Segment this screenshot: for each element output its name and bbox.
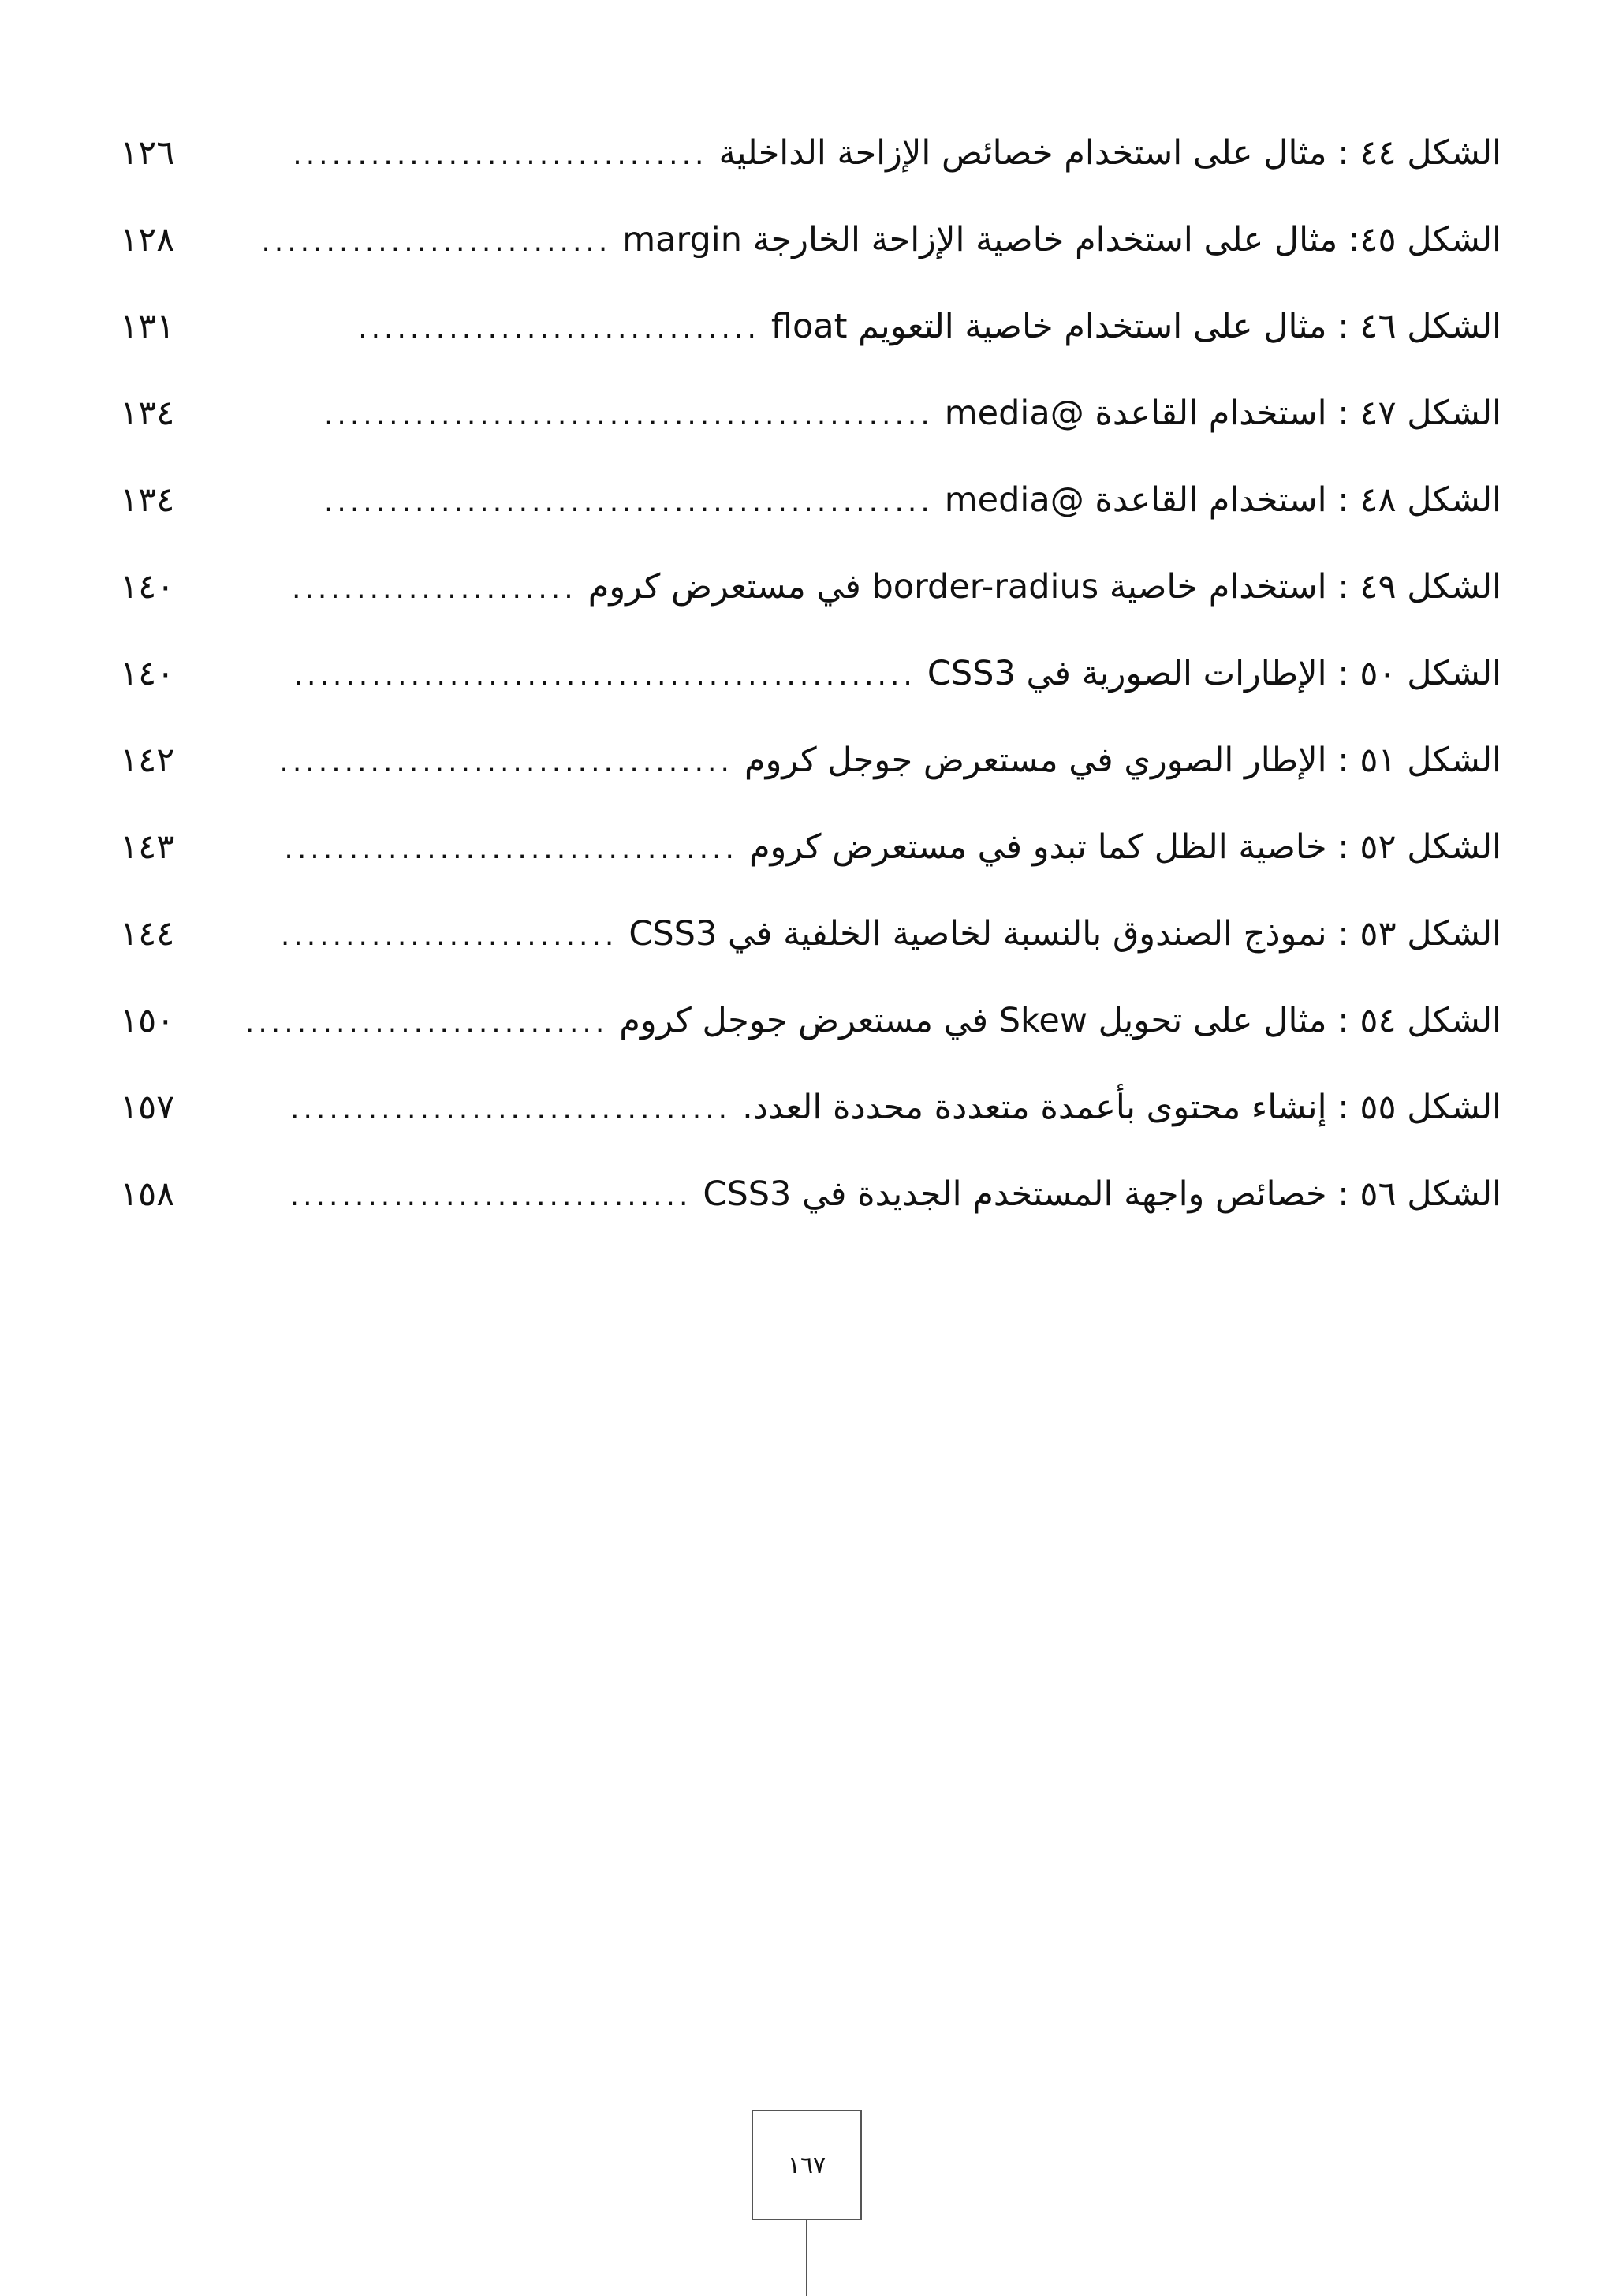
figure-caption: الشكل ٤٥: مثال على استخدام خاصية الإزاحة الخارجة margin: [622, 220, 1501, 259]
figure-caption: الشكل ٥٤ : مثال على تحويل Skew في مستعرض جوجل كروم: [619, 1001, 1501, 1040]
page-reference: ١٤٠: [120, 654, 175, 693]
page-reference: ١٥٧: [120, 1088, 175, 1127]
dot-leader: ................................: [293, 139, 708, 171]
page-reference: ١٥٠: [120, 1001, 175, 1040]
page-reference: ١٣٤: [120, 480, 175, 520]
dot-leader: ...............................................: [323, 399, 934, 431]
page-reference: ١٣١: [120, 307, 175, 346]
page-reference: ١٤٤: [120, 914, 175, 954]
page-reference: ١٤٠: [120, 567, 175, 607]
list-item: [120, 560, 1501, 647]
figure-caption: الشكل ٤٨ : استخدام القاعدة @media: [944, 480, 1501, 520]
list-item: [120, 386, 1501, 473]
page-reference: ١٤٢: [120, 741, 175, 780]
page-reference: ١٢٨: [120, 220, 175, 259]
figure-caption: الشكل ٥١ : الإطار الصوري في مستعرض جوجل كروم: [744, 741, 1501, 780]
dot-leader: ...............................: [289, 1180, 692, 1212]
figure-caption: الشكل ٤٩ : استخدام خاصية border-radius في مستعرض كروم: [587, 567, 1501, 607]
dot-leader: ...........................: [261, 226, 612, 258]
page-reference: ١٤٣: [120, 827, 175, 867]
figures-index-list: [120, 126, 1501, 1254]
dot-leader: ...................................: [279, 746, 733, 778]
figure-caption: الشكل ٥٠ : الإطارات الصورية في CSS3: [927, 654, 1501, 693]
list-item: [120, 213, 1501, 300]
page-number: ١٦٧: [787, 2151, 826, 2179]
list-item: [120, 820, 1501, 907]
list-item: [120, 1167, 1501, 1254]
figure-caption: الشكل ٤٤ : مثال على استخدام خصائص الإزاحة الداخلية: [718, 133, 1501, 173]
list-item: [120, 300, 1501, 386]
page-number-box: [752, 2110, 862, 2220]
list-item: [120, 1081, 1501, 1167]
figure-caption: الشكل ٥٥ : إنشاء محتوى بأعمدة متعددة محددة العدد.: [742, 1088, 1501, 1127]
figure-caption: الشكل ٥٢ : خاصية الظل كما تبدو في مستعرض كروم: [748, 827, 1501, 867]
page-reference: ١٥٨: [120, 1174, 175, 1214]
figure-caption: الشكل ٤٧ : استخدام القاعدة @media: [944, 394, 1501, 433]
dot-leader: ...................................: [284, 833, 738, 865]
list-item: [120, 907, 1501, 994]
dot-leader: ..........................: [280, 920, 618, 952]
dot-leader: ................................................: [293, 659, 916, 692]
dot-leader: ...............................................: [323, 486, 934, 518]
figure-caption: الشكل ٥٦ : خصائص واجهة المستخدم الجديدة في CSS3: [703, 1174, 1501, 1214]
dot-leader: ...............................: [358, 312, 760, 345]
list-item: [120, 126, 1501, 213]
list-item: [120, 647, 1501, 734]
dot-leader: ..................................: [290, 1093, 732, 1126]
page-number-stem: [806, 2220, 808, 2296]
list-item: [120, 473, 1501, 560]
page-reference: ١٣٤: [120, 394, 175, 433]
list-item: [120, 734, 1501, 820]
dot-leader: ............................: [244, 1006, 609, 1039]
figure-caption: الشكل ٥٣ : نموذج الصندوق بالنسبة لخاصية الخلفية في CSS3: [628, 914, 1501, 954]
page-reference: ١٢٦: [120, 133, 175, 173]
dot-leader: ......................: [291, 573, 577, 605]
list-item: [120, 994, 1501, 1081]
figure-caption: الشكل ٤٦ : مثال على استخدام خاصية التعويم float: [770, 307, 1501, 346]
